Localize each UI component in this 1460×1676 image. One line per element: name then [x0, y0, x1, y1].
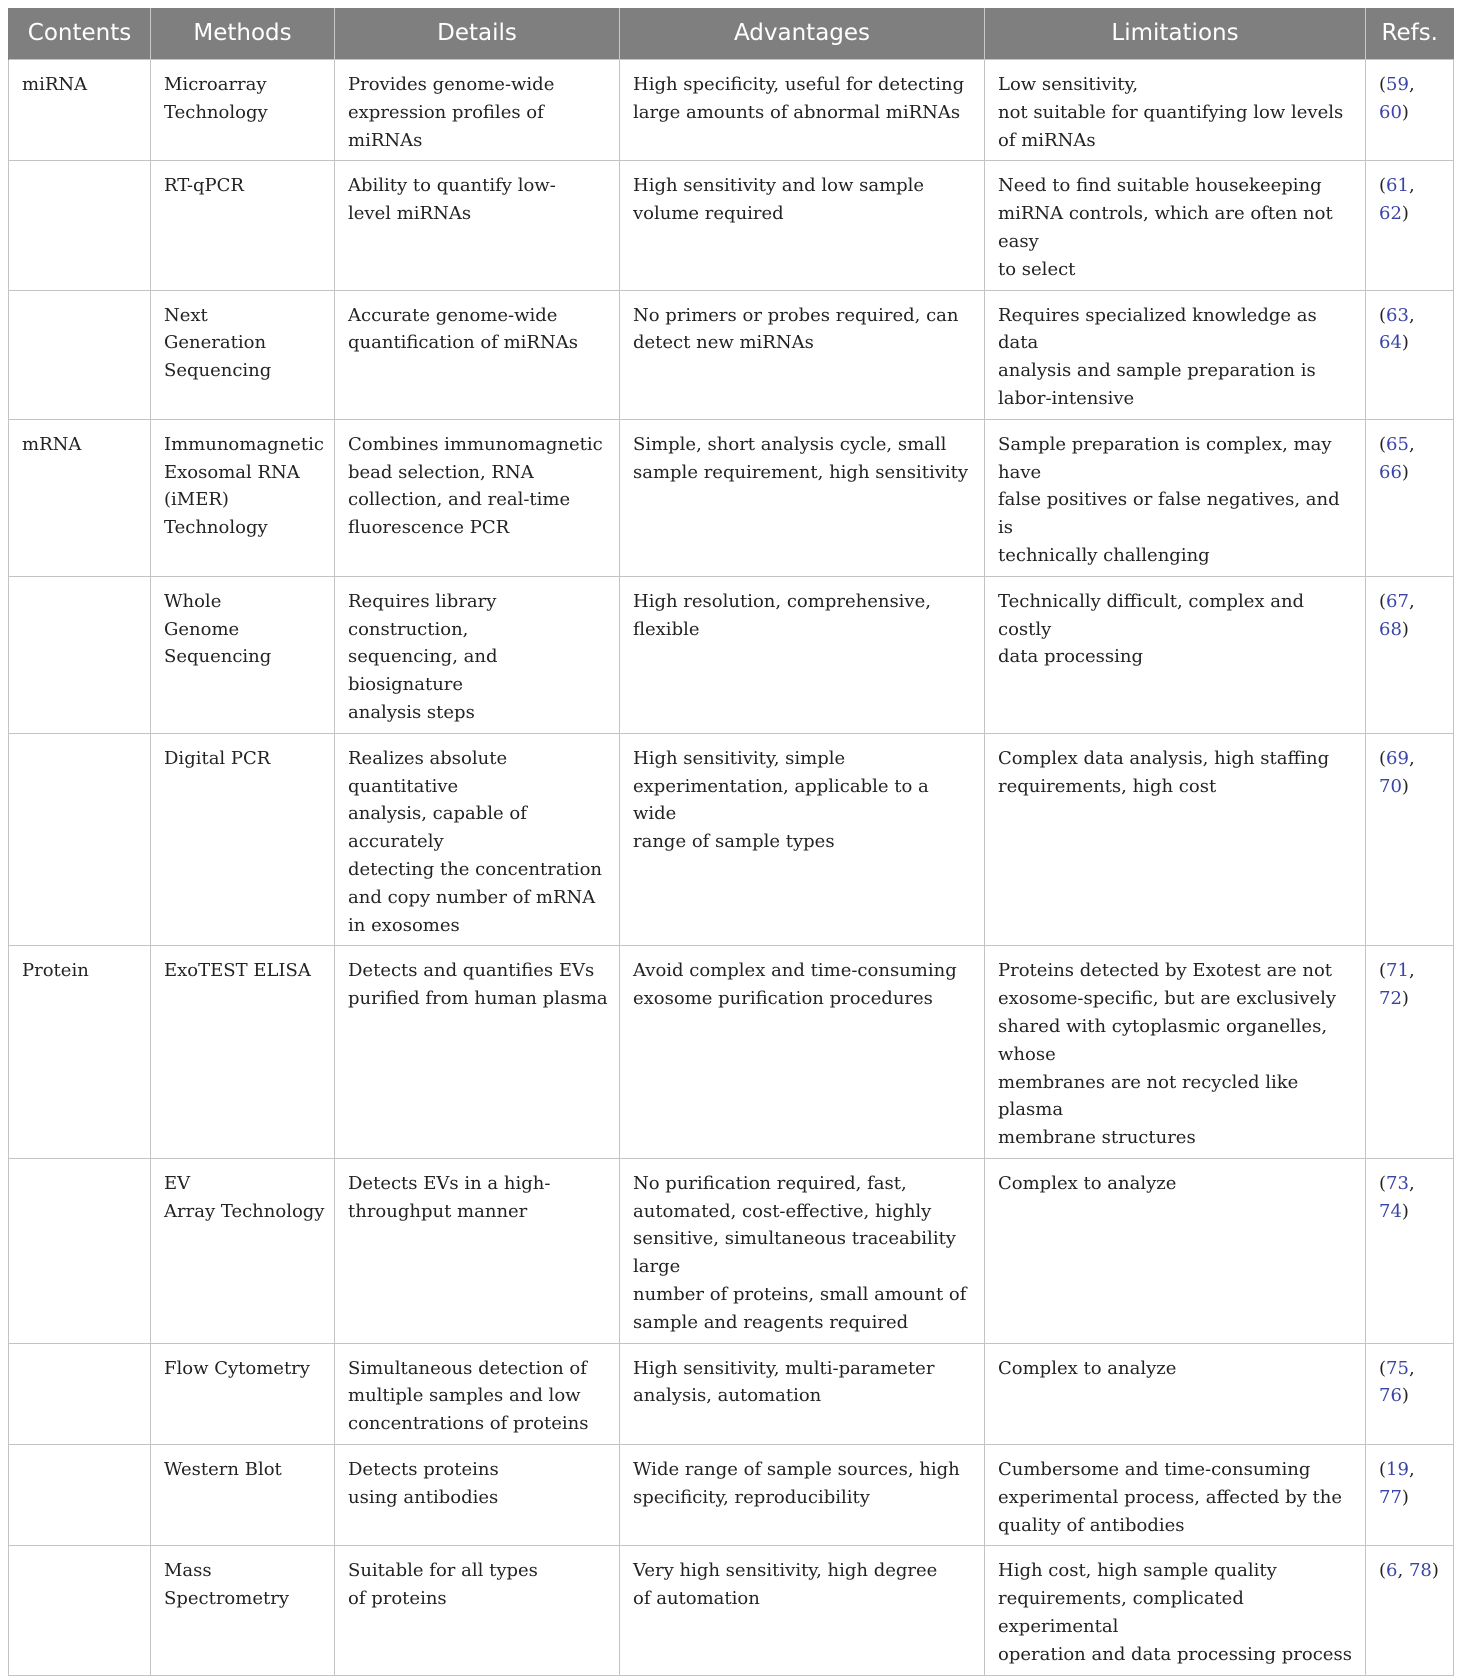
advantages-line: of automation: [633, 1588, 760, 1610]
details-line: Simultaneous detection of: [348, 1357, 587, 1379]
table-row: [9, 290, 1454, 419]
ref-close-paren: ): [1401, 332, 1409, 354]
content-cell: [9, 1445, 151, 1546]
ref-link[interactable]: 75: [1386, 1357, 1409, 1379]
ref-open-paren: (: [1379, 433, 1387, 455]
content-cell: [9, 290, 151, 419]
header-refs: Refs.: [1366, 8, 1454, 60]
details-line: level miRNAs: [348, 203, 472, 225]
method-line: Next: [164, 304, 208, 326]
limitations-line: exosome-specific, but are exclusively: [998, 988, 1337, 1010]
table-row: [9, 1445, 1454, 1546]
limitations-cell: [985, 733, 1366, 946]
ref-link[interactable]: 59: [1386, 74, 1409, 95]
refs-cell: [1366, 1343, 1454, 1444]
method-cell: [151, 419, 335, 576]
details-cell: [335, 1445, 620, 1546]
advantages-cell: [620, 946, 985, 1159]
method-cell: [151, 161, 335, 290]
details-line: throughput manner: [348, 1200, 528, 1222]
content-cell: [9, 1158, 151, 1343]
refs-cell: [1366, 1445, 1454, 1546]
ref-separator: ,: [1408, 304, 1415, 326]
details-line: analysis, capable of accurately: [348, 803, 527, 853]
details-line: Realizes absolute quantitative: [348, 747, 508, 797]
advantages-line: High sensitivity, simple: [633, 747, 846, 769]
header-methods: Methods: [151, 8, 335, 60]
ref-link[interactable]: 62: [1379, 203, 1402, 225]
details-cell: [335, 290, 620, 419]
method-line: EV: [164, 1172, 191, 1194]
advantages-cell: [620, 290, 985, 419]
limitations-cell: [985, 161, 1366, 290]
ref-link[interactable]: 69: [1386, 747, 1409, 769]
advantages-cell: [620, 576, 985, 733]
ref-link[interactable]: 70: [1379, 775, 1402, 797]
limitations-cell: [985, 419, 1366, 576]
details-line: analysis steps: [348, 701, 475, 723]
details-cell: [335, 576, 620, 733]
table-row: [9, 161, 1454, 290]
ref-link[interactable]: 67: [1386, 590, 1409, 612]
ref-open-paren: (: [1379, 590, 1387, 612]
method-line: Genome: [164, 618, 240, 640]
refs-cell: [1366, 1546, 1454, 1675]
table-row: [9, 1158, 1454, 1343]
method-cell: [151, 946, 335, 1159]
ref-link[interactable]: 74: [1379, 1200, 1402, 1222]
advantages-line: Very high sensitivity, high degree: [633, 1560, 938, 1582]
limitations-line: operation and data processing process: [998, 1643, 1352, 1665]
method-line: (iMER): [164, 489, 229, 511]
ref-open-paren: (: [1379, 1357, 1387, 1379]
ref-link[interactable]: 61: [1386, 175, 1409, 197]
table-row: [9, 733, 1454, 946]
content-cell: [9, 576, 151, 733]
method-line: ExoTEST ELISA: [164, 960, 311, 982]
limitations-cell: [985, 60, 1366, 161]
method-line: Flow Cytometry: [164, 1357, 310, 1379]
details-line: Ability to quantify low-: [348, 175, 556, 197]
ref-open-paren: (: [1379, 1560, 1387, 1582]
advantages-line: range of sample types: [633, 831, 835, 853]
details-line: using antibodies: [348, 1486, 499, 1508]
advantages-cell: [620, 161, 985, 290]
limitations-cell: [985, 576, 1366, 733]
limitations-line: false positives or false negatives, and is: [998, 489, 1340, 539]
details-line: bead selection, RNA: [348, 461, 534, 483]
details-cell: [335, 419, 620, 576]
limitations-line: requirements, complicated experimental: [998, 1588, 1244, 1638]
table-row: [9, 1343, 1454, 1444]
details-line: in exosomes: [348, 914, 460, 936]
limitations-line: Complex to analyze: [998, 1172, 1177, 1194]
header-details: Details: [335, 8, 620, 60]
ref-open-paren: (: [1379, 747, 1387, 769]
limitations-cell: [985, 1158, 1366, 1343]
method-line: Sequencing: [164, 646, 272, 668]
ref-separator: ,: [1408, 1357, 1415, 1379]
method-cell: [151, 1158, 335, 1343]
limitations-line: Proteins detected by Exotest are not: [998, 960, 1333, 982]
method-line: Generation: [164, 332, 267, 354]
limitations-cell: [985, 1445, 1366, 1546]
table-row: [9, 1546, 1454, 1675]
content-cell: Protein: [9, 946, 151, 1159]
limitations-cell: [985, 290, 1366, 419]
refs-cell: [1366, 60, 1454, 161]
ref-close-paren: ): [1401, 1486, 1409, 1508]
advantages-cell: [620, 60, 985, 161]
advantages-line: No purification required, fast,: [633, 1172, 907, 1194]
table-row: [9, 576, 1454, 733]
details-line: Detects proteins: [348, 1459, 499, 1481]
method-line: RT-qPCR: [164, 175, 244, 197]
details-line: and copy number of mRNA: [348, 886, 596, 908]
table-body: [9, 60, 1454, 1676]
advantages-line: High specificity, useful for detecting: [633, 74, 965, 95]
advantages-line: sample and reagents required: [633, 1311, 909, 1333]
ref-link[interactable]: 60: [1379, 101, 1402, 123]
limitations-line: Complex data analysis, high staffing: [998, 747, 1330, 769]
details-line: Detects and quantifies EVs: [348, 960, 595, 982]
advantages-cell: [620, 1445, 985, 1546]
advantages-cell: [620, 419, 985, 576]
details-line: Detects EVs in a high-: [348, 1172, 551, 1194]
limitations-line: experimental process, affected by the: [998, 1486, 1342, 1508]
ref-close-paren: ): [1401, 1385, 1409, 1407]
method-line: Array Technology: [164, 1200, 325, 1222]
ref-link[interactable]: 66: [1379, 461, 1402, 483]
ref-link[interactable]: 65: [1386, 433, 1409, 455]
details-line: Suitable for all types: [348, 1560, 538, 1582]
advantages-line: analysis, automation: [633, 1385, 822, 1407]
ref-close-paren: ): [1401, 775, 1409, 797]
advantages-line: automated, cost-effective, highly: [633, 1200, 932, 1222]
details-cell: [335, 161, 620, 290]
content-cell: mRNA: [9, 419, 151, 576]
limitations-line: technically challenging: [998, 544, 1210, 566]
details-cell: [335, 1158, 620, 1343]
content-cell: [9, 161, 151, 290]
refs-cell: [1366, 733, 1454, 946]
ref-separator: ,: [1408, 590, 1415, 612]
advantages-cell: [620, 733, 985, 946]
details-line: expression profiles of miRNAs: [348, 101, 544, 151]
limitations-line: Low sensitivity,: [998, 74, 1139, 95]
table-row: [9, 946, 1454, 1159]
advantages-line: number of proteins, small amount of: [633, 1284, 967, 1306]
limitations-line: of miRNAs: [998, 129, 1096, 151]
advantages-line: sample requirement, high sensitivity: [633, 461, 969, 483]
methods-table: [8, 8, 1454, 1676]
advantages-line: sensitive, simultaneous traceability large: [633, 1228, 956, 1278]
content-cell: [9, 733, 151, 946]
refs-cell: [1366, 290, 1454, 419]
ref-close-paren: ): [1401, 203, 1409, 225]
advantages-line: experimentation, applicable to a wide: [633, 775, 929, 825]
method-line: Digital PCR: [164, 747, 271, 769]
limitations-line: Requires specialized knowledge as data: [998, 304, 1317, 354]
limitations-line: requirements, high cost: [998, 775, 1217, 797]
details-line: collection, and real-time: [348, 489, 571, 511]
method-cell: [151, 60, 335, 161]
limitations-cell: [985, 946, 1366, 1159]
details-line: Requires library construction,: [348, 590, 497, 640]
limitations-line: shared with cytoplasmic organelles, whose: [998, 1015, 1328, 1065]
method-line: Mass: [164, 1560, 212, 1582]
content-cell: [9, 1343, 151, 1444]
advantages-cell: [620, 1158, 985, 1343]
limitations-line: Sample preparation is complex, may have: [998, 433, 1332, 483]
details-line: of proteins: [348, 1588, 447, 1610]
details-line: quantification of miRNAs: [348, 332, 578, 354]
limitations-cell: [985, 1343, 1366, 1444]
content-cell: [9, 1546, 151, 1675]
header-row: [9, 8, 1454, 60]
ref-open-paren: (: [1379, 74, 1387, 95]
details-line: Combines immunomagnetic: [348, 433, 603, 455]
limitations-line: data processing: [998, 646, 1143, 668]
details-cell: [335, 1546, 620, 1675]
limitations-line: Complex to analyze: [998, 1357, 1177, 1379]
advantages-line: High sensitivity, multi-parameter: [633, 1357, 935, 1379]
details-cell: [335, 60, 620, 161]
details-line: Accurate genome-wide: [348, 304, 558, 326]
method-line: Technology: [164, 517, 268, 539]
method-cell: [151, 1445, 335, 1546]
ref-close-paren: ): [1431, 1560, 1439, 1582]
details-cell: [335, 946, 620, 1159]
refs-cell: [1366, 576, 1454, 733]
limitations-line: to select: [998, 258, 1076, 280]
method-cell: [151, 1343, 335, 1444]
ref-link[interactable]: 19: [1386, 1459, 1409, 1481]
ref-open-paren: (: [1379, 175, 1387, 197]
ref-close-paren: ): [1401, 101, 1409, 123]
method-cell: [151, 290, 335, 419]
refs-cell: [1366, 161, 1454, 290]
limitations-line: labor-intensive: [998, 387, 1135, 409]
ref-separator: ,: [1408, 433, 1415, 455]
ref-link[interactable]: 76: [1379, 1385, 1402, 1407]
limitations-line: membrane structures: [998, 1127, 1196, 1149]
ref-close-paren: ): [1401, 988, 1409, 1010]
header-contents: Contents: [9, 8, 151, 60]
table-row: [9, 419, 1454, 576]
details-line: purified from human plasma: [348, 988, 608, 1010]
refs-cell: [1366, 946, 1454, 1159]
advantages-line: detect new miRNAs: [633, 332, 814, 354]
ref-open-paren: (: [1379, 304, 1387, 326]
limitations-line: analysis and sample preparation is: [998, 360, 1316, 382]
advantages-line: volume required: [633, 203, 784, 225]
ref-link[interactable]: 72: [1379, 988, 1402, 1010]
ref-close-paren: ): [1401, 461, 1409, 483]
method-line: Spectrometry: [164, 1588, 289, 1610]
header-limitations: Limitations: [985, 8, 1366, 60]
refs-cell: [1366, 419, 1454, 576]
advantages-line: No primers or probes required, can: [633, 304, 959, 326]
ref-separator: ,: [1408, 1459, 1415, 1481]
advantages-line: Wide range of sample sources, high: [633, 1459, 960, 1481]
limitations-line: not suitable for quantifying low levels: [998, 101, 1344, 123]
details-line: multiple samples and low: [348, 1385, 581, 1407]
ref-separator: ,: [1408, 74, 1415, 95]
details-line: fluorescence PCR: [348, 517, 510, 539]
table-row: [9, 60, 1454, 161]
method-line: Exosomal RNA: [164, 461, 300, 483]
ref-link[interactable]: 71: [1386, 960, 1409, 982]
refs-cell: [1366, 1158, 1454, 1343]
limitations-line: Technically difficult, complex and costly: [998, 590, 1305, 640]
method-line: Immunomagnetic: [164, 433, 324, 455]
details-line: detecting the concentration: [348, 858, 602, 880]
advantages-line: exosome purification procedures: [633, 988, 933, 1010]
ref-open-paren: (: [1379, 1172, 1387, 1194]
ref-separator: ,: [1408, 960, 1415, 982]
ref-open-paren: (: [1379, 960, 1387, 982]
ref-separator: ,: [1408, 1172, 1415, 1194]
limitations-line: Need to find suitable housekeeping: [998, 175, 1322, 197]
ref-link[interactable]: 6: [1386, 1560, 1398, 1582]
advantages-cell: [620, 1343, 985, 1444]
method-line: Western Blot: [164, 1459, 282, 1481]
ref-close-paren: ): [1401, 1200, 1409, 1222]
content-cell: miRNA: [9, 60, 151, 161]
ref-link[interactable]: 73: [1386, 1172, 1409, 1194]
ref-link[interactable]: 64: [1379, 332, 1402, 354]
method-cell: [151, 733, 335, 946]
advantages-line: large amounts of abnormal miRNAs: [633, 101, 961, 123]
header-advantages: Advantages: [620, 8, 985, 60]
limitations-line: membranes are not recycled like plasma: [998, 1071, 1299, 1121]
advantages-line: specificity, reproducibility: [633, 1486, 870, 1508]
limitations-line: miRNA controls, which are often not easy: [998, 203, 1333, 252]
advantages-line: Avoid complex and time-consuming: [633, 960, 957, 982]
ref-open-paren: (: [1379, 1459, 1387, 1481]
method-cell: [151, 576, 335, 733]
method-cell: [151, 1546, 335, 1675]
ref-close-paren: ): [1401, 618, 1409, 640]
ref-link[interactable]: 77: [1379, 1486, 1402, 1508]
ref-link[interactable]: 63: [1386, 304, 1409, 326]
details-line: concentrations of proteins: [348, 1413, 589, 1435]
advantages-line: High resolution, comprehensive, flexible: [633, 590, 931, 640]
details-cell: [335, 1343, 620, 1444]
method-line: Sequencing: [164, 360, 272, 382]
advantages-line: Simple, short analysis cycle, small: [633, 433, 947, 455]
ref-separator: ,: [1408, 747, 1415, 769]
details-cell: [335, 733, 620, 946]
method-line: Whole: [164, 590, 222, 612]
method-line: Microarray: [164, 74, 267, 95]
limitations-line: quality of antibodies: [998, 1514, 1185, 1536]
advantages-cell: [620, 1546, 985, 1675]
details-line: sequencing, and biosignature: [348, 646, 498, 696]
ref-separator: ,: [1397, 1560, 1409, 1582]
advantages-line: High sensitivity and low sample: [633, 175, 925, 197]
limitations-line: Cumbersome and time-consuming: [998, 1459, 1311, 1481]
limitations-cell: [985, 1546, 1366, 1675]
limitations-line: High cost, high sample quality: [998, 1560, 1277, 1582]
ref-link[interactable]: 78: [1408, 1560, 1432, 1582]
method-line: Technology: [164, 101, 268, 123]
details-line: Provides genome-wide: [348, 74, 555, 95]
ref-separator: ,: [1408, 175, 1415, 197]
ref-link[interactable]: 68: [1379, 618, 1402, 640]
